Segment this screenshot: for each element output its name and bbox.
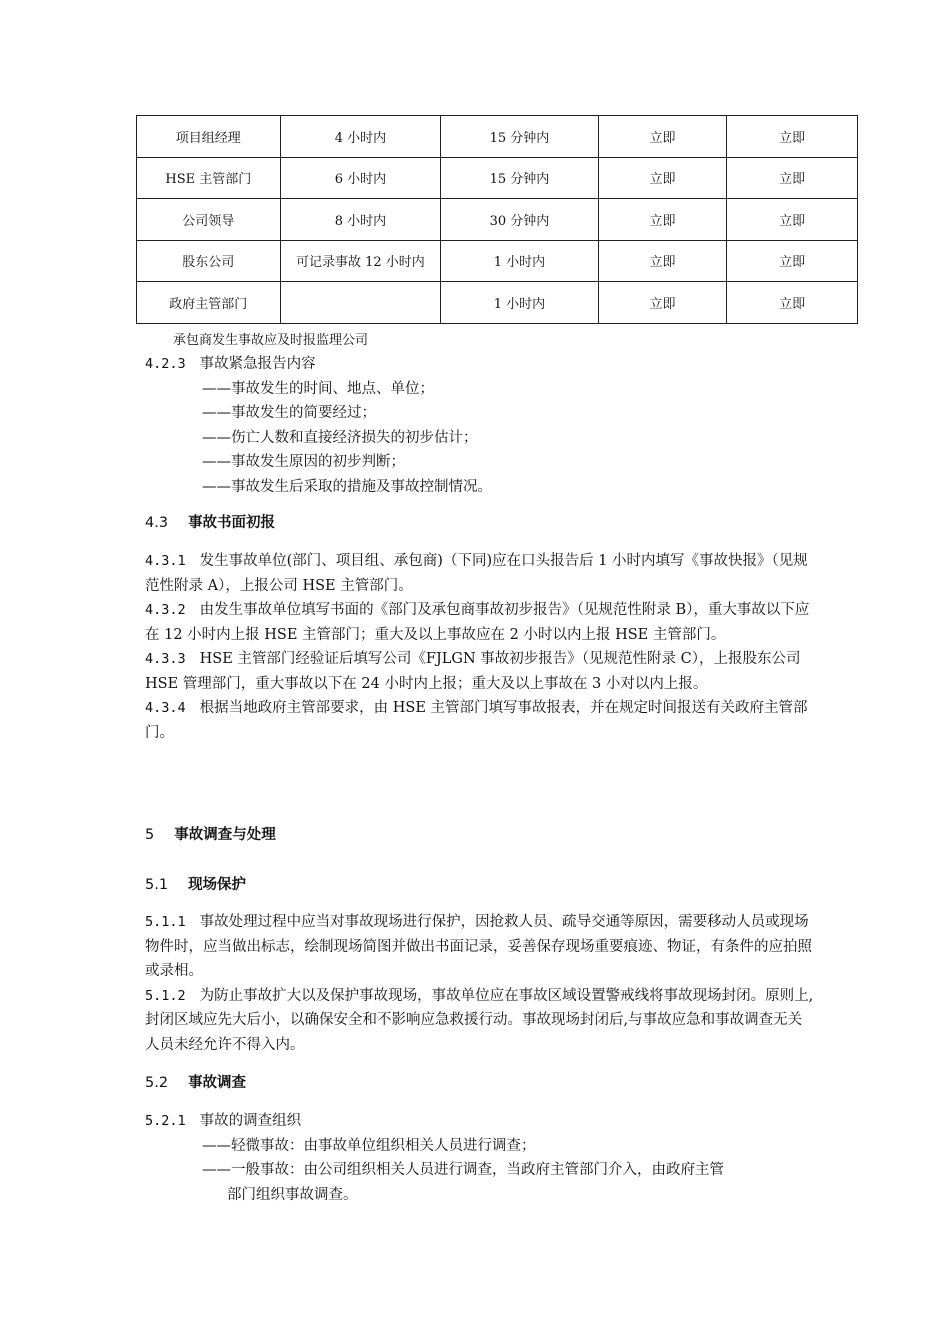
section-title: 事故紧急报告内容 xyxy=(199,356,316,372)
section-number: 4.3 xyxy=(145,515,169,531)
report-time-table xyxy=(136,115,858,324)
list-item: ——一般事故：由公司组织相关人员进行调查，当政府主管部门介入，由政府主管 xyxy=(202,1162,724,1178)
section-number: 5 xyxy=(145,827,155,843)
table-row xyxy=(137,199,858,241)
table-cell: 立即 xyxy=(598,199,727,241)
paragraph-text: HSE 主管部门经验证后填写公司《FJLGN 事故初步报告》（见规范性附录 C），上报股东公司 HSE 管理部门，重大事故以下在 24 小时内上报；重大及以上事故在 3 小对以内上报。 xyxy=(145,651,801,692)
section-title: 事故调查与处理 xyxy=(174,827,276,843)
paragraph-text: 事故处理过程中应当对事故现场进行保护，因抢救人员、疏导交通等原因，需要移动人员或现场物件时，应当做出标志，绘制现场简图并做出书面记录，妥善保存现场重要痕迹、物证，有条件的应拍照或录相。 xyxy=(145,914,812,979)
section-5-1-heading xyxy=(145,873,815,898)
table-cell: 立即 xyxy=(598,240,727,282)
table-row xyxy=(137,157,858,199)
paragraph-text: 发生事故单位(部门、项目组、承包商)（下同)应在口头报告后 1 小时内填写《事故快报》（见规范性附录 A），上报公司 HSE 主管部门。 xyxy=(145,553,808,594)
paragraph-4-3-4 xyxy=(145,696,815,745)
table-row xyxy=(137,282,858,324)
section-number: 5.2.1 xyxy=(145,1113,186,1129)
table-cell: 6 小时内 xyxy=(280,157,441,199)
list-item: ——事故发生的简要经过； xyxy=(202,405,376,421)
paragraph-5-1-2 xyxy=(145,984,815,1058)
section-number: 5.1 xyxy=(145,877,169,893)
table-cell: 立即 xyxy=(727,116,858,158)
list-item: ——事故发生后采取的措施及事故控制情况。 xyxy=(202,478,492,495)
paragraph-4-3-2 xyxy=(145,598,815,647)
section-5-heading xyxy=(145,823,815,848)
table-cell: 立即 xyxy=(727,157,858,199)
table-cell: 30 分钟内 xyxy=(441,199,599,241)
paragraph-4-3-3 xyxy=(145,647,815,696)
table-row xyxy=(137,240,858,282)
section-title: 事故调查 xyxy=(188,1075,247,1091)
table-cell: 公司领导 xyxy=(137,199,281,241)
list-item-continuation: 部门组织事故调查。 xyxy=(227,1186,358,1203)
section-title: 事故书面初报 xyxy=(188,515,276,531)
table-cell: 4 小时内 xyxy=(280,116,441,158)
table-cell: 政府主管部门 xyxy=(137,282,281,324)
section-number: 5.1.2 xyxy=(145,987,186,1004)
section-number: 4.3.4 xyxy=(145,700,186,716)
table-cell: 立即 xyxy=(598,282,727,324)
table-cell: 股东公司 xyxy=(137,240,281,282)
section-4-3-heading xyxy=(145,511,815,536)
table-cell: 立即 xyxy=(727,282,858,324)
table-cell: 可记录事故 12 小时内 xyxy=(280,240,441,282)
table-cell: 项目组经理 xyxy=(137,116,281,158)
table-cell xyxy=(280,282,441,324)
table-cell: HSE 主管部门 xyxy=(137,157,281,199)
section-number: 5.1.1 xyxy=(145,914,186,930)
table-row xyxy=(137,116,858,158)
list-item: ——伤亡人数和直接经济损失的初步估计； xyxy=(202,429,478,446)
section-number: 4.3.3 xyxy=(145,651,186,667)
section-4-2-3 xyxy=(145,352,815,499)
table-cell: 15 分钟内 xyxy=(441,157,599,199)
section-4-3-body xyxy=(145,549,815,745)
paragraph-text: 由发生事故单位填写书面的《部门及承包商事故初步报告》（见规范性附录 B），重大事故以下应在 12 小时内上报 HSE 主管部门；重大及以上事故应在 2 小时以内上报 HSE 主管部门。 xyxy=(145,602,810,643)
paragraph-4-3-1 xyxy=(145,549,815,598)
paragraph-text: 为防止事故扩大以及保护事故现场，事故单位应在事故区域设置警戒线将事故现场封闭。原则上,封闭区域应先大后小，以确保安全和不影响应急救援行动。事故现场封闭后,与事故应急和事故调查无关人员未经允许不得入内。 xyxy=(145,987,814,1053)
section-5-1-body xyxy=(145,910,815,1057)
section-number: 4.2.3 xyxy=(145,356,186,372)
section-number: 4.3.1 xyxy=(145,553,186,569)
table-cell: 8 小时内 xyxy=(280,199,441,241)
section-number: 4.3.2 xyxy=(145,602,186,618)
table-cell: 立即 xyxy=(727,240,858,282)
table-cell: 立即 xyxy=(598,157,727,199)
list-item: ——轻微事故：由事故单位组织相关人员进行调查； xyxy=(202,1137,536,1154)
section-number: 5.2 xyxy=(145,1075,169,1091)
table-cell: 15 分钟内 xyxy=(441,116,599,158)
section-5-2-1 xyxy=(145,1109,815,1207)
table-cell: 1 小时内 xyxy=(441,282,599,324)
section-title: 事故的调查组织 xyxy=(199,1113,302,1129)
paragraph-5-1-1 xyxy=(145,910,815,984)
table-cell: 立即 xyxy=(727,199,858,241)
table-note: 承包商发生事故应及时报监理公司 xyxy=(173,333,369,348)
paragraph-text: 根据当地政府主管部要求，由 HSE 主管部门填写事故报表，并在规定时间报送有关政府主管部门。 xyxy=(145,700,808,741)
table-cell: 1 小时内 xyxy=(441,240,599,282)
table-cell: 立即 xyxy=(598,116,727,158)
list-item: ——事故发生的时间、地点、单位； xyxy=(202,380,434,397)
section-5-2-heading xyxy=(145,1071,815,1096)
list-item: ——事故发生原因的初步判断； xyxy=(202,454,405,470)
section-title: 现场保护 xyxy=(188,877,247,893)
